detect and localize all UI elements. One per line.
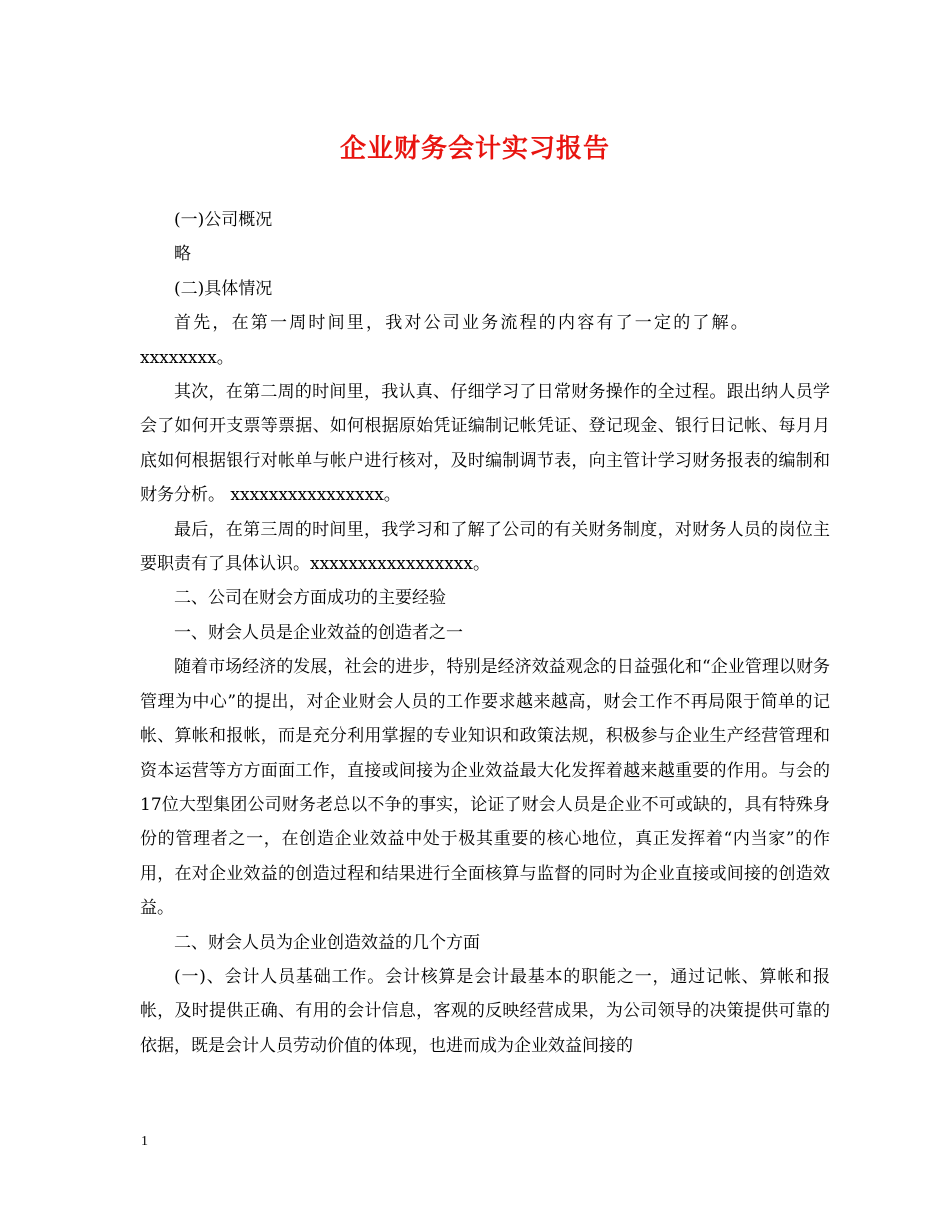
section-heading-details: (二)具体情况 — [174, 278, 273, 299]
page-number: 1 — [141, 1134, 148, 1149]
section-heading-main-experience: 二、公司在财会方面成功的主要经验 — [174, 588, 446, 609]
paragraph-third-week: 最后，在第三周的时间里，我学习和了解了公司的有关财务制度，对财务人员的岗位主要职责有了具体认识。xxxxxxxxxxxxxxxxx。 — [140, 519, 830, 575]
paragraph-first-week-placeholder: xxxxxxxx。 — [140, 347, 234, 368]
paragraph-first-week: 首先，在第一周时间里，我对公司业务流程的内容有了一定的了解。 — [174, 313, 750, 334]
paragraph-second-week: 其次，在第二周的时间里，我认真、仔细学习了日常财务操作的全过程。跟出纳人员学会了如何开支票等票据、如何根据原始凭证编制记帐凭证、登记现金、银行日记帐、每月月底如何根据银行对帐单与帐户进行核对，及时编制调节表，向主管计学习财务报表的编制和财务分析。 xxxxxxxxxxxxxxxx。 — [140, 382, 830, 506]
section-heading-company-overview: (一)公司概况 — [174, 210, 273, 230]
subheading-aspects-of-benefit: 二、财会人员为企业创造效益的几个方面 — [174, 932, 480, 953]
paragraph-omitted: 略 — [174, 244, 191, 265]
document-title: 企业财务会计实习报告 — [339, 134, 610, 164]
paragraph-market-economy: 随着市场经济的发展，社会的进步，特别是经济效益观念的日益强化和“企业管理以财务管理为中心”的提出，对企业财会人员的工作要求越来越高，财会工作不再局限于简单的记帐、算帐和报帐，而是充分利用掌握的专业知识和政策法规，积极参与企业生产经营管理和资本运营等方方面面工作，直接或间接为企业效益最大化发挥着越来越重要的作用。与会的17位大型集团公司财务老总以不争的事实，论证了财会人员是企业不可或缺的，具有特殊身份的管理者之一，在创造企业效益中处于极其重要的核心地位，真正发挥着“内当家”的作用，在对企业效益的创造过程和结果进行全面核算与监督的同时为企业直接或间接的创造效益。 — [140, 657, 830, 919]
subheading-creators-of-benefit: 一、财会人员是企业效益的创造者之一 — [174, 622, 463, 643]
paragraph-accounting-basics: (一)、会计人员基础工作。会计核算是会计最基本的职能之一，通过记帐、算帐和报帐，及时提供正确、有用的会计信息，客观的反映经营成果，为公司领导的决策提供可靠的依据，既是会计人员劳动价值的体现，也进而成为企业效益间接的 — [140, 966, 830, 1056]
document-body — [140, 203, 830, 1063]
